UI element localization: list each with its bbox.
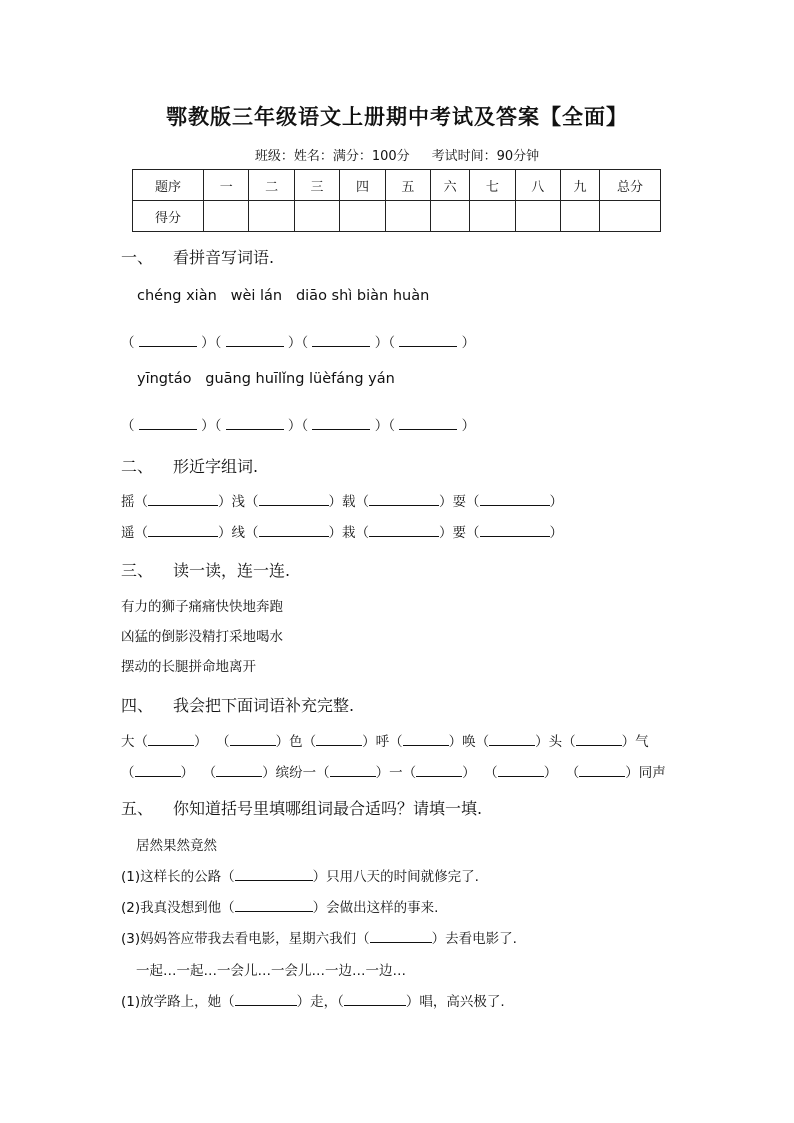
answer-blank[interactable] [312, 415, 370, 430]
question-text: (3)妈妈答应带我去看电影，星期六我们（ [121, 931, 370, 947]
answer-blank[interactable] [148, 522, 218, 537]
fill-question [121, 927, 517, 947]
char-label: 栽 [342, 525, 356, 541]
idiom-char: 气 [635, 734, 649, 750]
section-3-heading [121, 558, 290, 581]
score-table-header-row [133, 170, 661, 201]
score-input-cell[interactable] [515, 201, 560, 232]
question-text: ）走，（ [296, 994, 344, 1010]
answer-blank[interactable] [576, 731, 622, 746]
score-input-cell[interactable] [249, 201, 294, 232]
answer-blank[interactable] [148, 731, 194, 746]
answer-blank[interactable] [480, 522, 550, 537]
word-group-2: 一起…一起…一会儿…一会儿…一边…一边… [136, 963, 406, 979]
char-label: 浅 [231, 494, 245, 510]
score-table-score-row [133, 201, 661, 232]
section-number: 三、 [121, 561, 154, 580]
answer-blank[interactable] [399, 332, 457, 347]
question-text: (2)我真没想到他（ [121, 900, 235, 916]
char-group-row-1: 摇（ ）浅（ ）载（ ）耍（ ） [121, 490, 563, 510]
score-table [132, 169, 661, 232]
answer-blank[interactable] [312, 332, 370, 347]
section-2-heading [121, 454, 258, 477]
section-1-heading [121, 245, 274, 268]
char-label: 遥 [121, 525, 135, 541]
answer-blank[interactable] [226, 415, 284, 430]
question-text: ）唱，高兴极了. [405, 994, 505, 1010]
page-title: 鄂教版三年级语文上册期中考试及答案【全面】 [166, 104, 628, 129]
answer-blank[interactable] [416, 762, 462, 777]
score-input-cell[interactable] [600, 201, 661, 232]
answer-blank[interactable] [216, 762, 262, 777]
score-header-cell: 八 [515, 170, 560, 201]
score-header-cell: 题序 [133, 170, 204, 201]
question-text: (1)放学路上，她（ [121, 994, 235, 1010]
section-number: 五、 [121, 799, 154, 818]
score-input-cell[interactable] [431, 201, 470, 232]
char-label: 要 [452, 525, 466, 541]
section-title: 你知道括号里填哪组词最合适吗？请填一填. [173, 799, 483, 818]
answer-blank[interactable] [344, 991, 406, 1006]
score-input-cell[interactable] [561, 201, 600, 232]
answer-blank[interactable] [498, 762, 544, 777]
section-title: 形近字组词. [173, 457, 259, 476]
idiom-char: 呼 [375, 734, 390, 750]
score-header-cell: 七 [470, 170, 515, 201]
answer-blank[interactable] [139, 332, 197, 347]
question-text: ）只用八天的时间就修完了. [312, 869, 479, 885]
answer-blank[interactable] [369, 522, 439, 537]
score-input-cell[interactable] [470, 201, 515, 232]
char-label: 线 [231, 525, 245, 541]
score-row-label: 得分 [133, 201, 204, 232]
answer-blanks-row-2: （ ）（ ）（ ）（ ） [121, 414, 475, 434]
answer-blank[interactable] [235, 897, 313, 912]
fill-question [121, 990, 505, 1010]
score-header-cell: 四 [340, 170, 385, 201]
section-title: 我会把下面词语补充完整. [173, 696, 355, 715]
answer-blank[interactable] [230, 731, 276, 746]
answer-blank[interactable] [259, 522, 329, 537]
char-label: 耍 [452, 494, 466, 510]
answer-blank[interactable] [135, 762, 181, 777]
section-number: 二、 [121, 457, 154, 476]
score-header-cell: 五 [385, 170, 430, 201]
score-header-cell: 总分 [600, 170, 661, 201]
char-group-row-2: 遥（ ）线（ ）栽（ ）要（ ） [121, 521, 563, 541]
pinyin-row-1: chéng xiàn wèi lán diāo shì biàn huàn [137, 288, 430, 304]
score-header-cell: 三 [294, 170, 339, 201]
answer-blanks-row-1: （ ）（ ）（ ）（ ） [121, 331, 475, 351]
question-text: (1)这样长的公路（ [121, 869, 235, 885]
exam-time-info: 考试时间：90分钟 [431, 149, 540, 164]
section-number: 一、 [121, 248, 154, 267]
char-label: 摇 [121, 494, 135, 510]
idiom-char: 唤 [462, 734, 476, 750]
answer-blank[interactable] [403, 731, 449, 746]
answer-blank[interactable] [148, 491, 218, 506]
idiom-char: 缤纷一 [275, 765, 317, 781]
section-4-heading [121, 693, 354, 716]
idiom-char: 一 [389, 765, 403, 781]
answer-blank[interactable] [579, 762, 625, 777]
matching-line: 摆动的长腿拼命地离开 [121, 659, 256, 675]
answer-blank[interactable] [235, 991, 297, 1006]
answer-blank[interactable] [259, 491, 329, 506]
answer-blank[interactable] [226, 332, 284, 347]
answer-blank[interactable] [330, 762, 376, 777]
score-input-cell[interactable] [204, 201, 249, 232]
section-title: 看拼音写词语. [173, 248, 275, 267]
score-input-cell[interactable] [340, 201, 385, 232]
score-header-cell: 二 [249, 170, 294, 201]
idiom-char: 色 [289, 734, 303, 750]
section-number: 四、 [121, 696, 154, 715]
idiom-row-2: （ ） （ ）缤纷一（ ）一（ ） （ ） （ ）同声 [121, 761, 666, 781]
exam-info [0, 145, 794, 164]
fill-question [121, 896, 438, 916]
idiom-char: 大 [121, 734, 135, 750]
pinyin-row-2: yīngtáo guāng huīlǐng lüèfáng yán [137, 371, 395, 387]
word-group-1: 居然果然竟然 [136, 838, 217, 854]
answer-blank[interactable] [316, 731, 362, 746]
section-title: 读一读，连一连. [173, 561, 291, 580]
section-5-heading [121, 796, 482, 819]
char-label: 载 [342, 494, 356, 510]
score-input-cell[interactable] [385, 201, 430, 232]
idiom-char: 同声 [638, 765, 666, 781]
score-input-cell[interactable] [294, 201, 339, 232]
answer-blank[interactable] [139, 415, 197, 430]
score-header-cell: 九 [561, 170, 600, 201]
fill-question [121, 865, 479, 885]
idiom-char: 头 [548, 734, 563, 750]
score-header-cell: 六 [431, 170, 470, 201]
answer-blank[interactable] [369, 491, 439, 506]
idiom-row-1: 大（ ） （ ）色（ ）呼（ ）唤（ ）头（ ）气 [121, 730, 649, 750]
answer-blank[interactable] [399, 415, 457, 430]
matching-line: 有力的狮子痛痛快快地奔跑 [121, 599, 283, 615]
answer-blank[interactable] [235, 866, 313, 881]
answer-blank[interactable] [489, 731, 535, 746]
answer-blank[interactable] [480, 491, 550, 506]
score-header-cell: 一 [204, 170, 249, 201]
question-text: ）去看电影了. [431, 931, 517, 947]
question-text: ）会做出这样的事来. [312, 900, 439, 916]
class-name-score-info: 班级：姓名：满分：100分 [254, 149, 410, 164]
matching-line: 凶猛的倒影没精打采地喝水 [121, 629, 283, 645]
answer-blank[interactable] [370, 928, 432, 943]
